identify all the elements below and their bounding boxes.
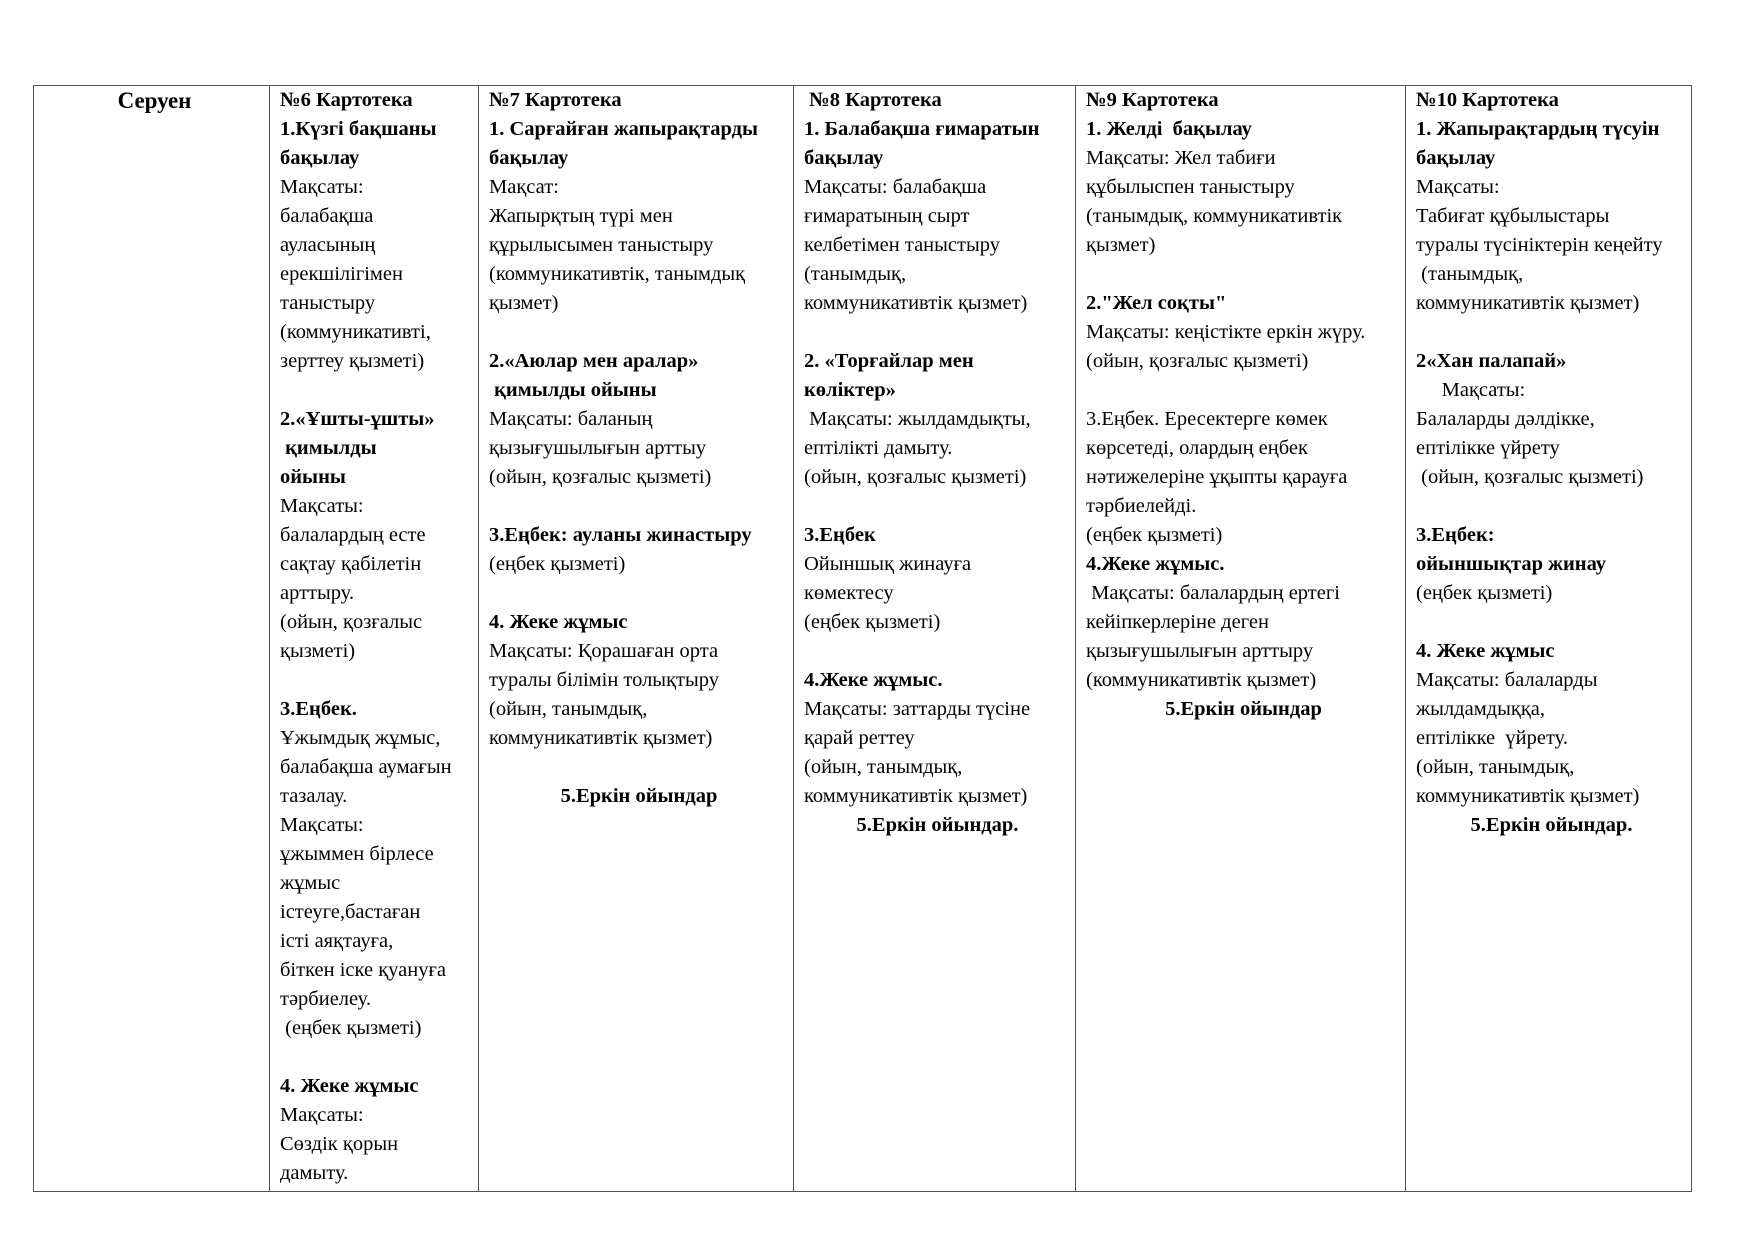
text-line: коммуникативтік қызмет) xyxy=(804,785,1028,807)
section-heading: 2«Хан палапай» xyxy=(1416,350,1567,372)
section-heading: бақылау xyxy=(280,147,360,169)
text-line: істеуге,бастаған xyxy=(280,901,421,923)
text-line: (еңбек қызметі) xyxy=(280,1017,422,1039)
text-line: коммуникативтік қызмет) xyxy=(1416,785,1640,807)
text-line: қызмет) xyxy=(1086,234,1156,256)
text-line: Ойыншық жинауға xyxy=(804,553,972,575)
section-heading: №10 Картотека xyxy=(1416,89,1559,111)
section-heading: №6 Картотека xyxy=(280,89,413,111)
table-row xyxy=(34,86,1692,1192)
text-line: (коммуникативтік, танымдық xyxy=(489,263,746,285)
blank-line xyxy=(489,492,789,521)
text-line: (еңбек қызметі) xyxy=(1086,524,1223,546)
text-line: келбетімен таныстыру xyxy=(804,234,1000,256)
row-label-cell xyxy=(34,86,270,1192)
text-line: (ойын, танымдық, xyxy=(489,698,648,720)
text-line: (танымдық, xyxy=(1416,263,1524,285)
text-line: (коммуникативтік қызмет) xyxy=(1086,669,1317,691)
section-heading: 1. Желді бақылау xyxy=(1086,118,1252,140)
text-line: ғимаратының сырт xyxy=(804,205,970,227)
text-line: 3.Еңбек. Ересектерге көмек xyxy=(1086,408,1328,430)
section-heading: қимылды ойыны xyxy=(489,379,657,401)
blank-line xyxy=(1086,376,1401,405)
text-line: көрсетеді, олардың еңбек xyxy=(1086,437,1308,459)
text-line: Табиғат құбылыстары xyxy=(1416,205,1610,227)
text-line: қызығушылығын арттыру xyxy=(1086,640,1314,662)
text-line: (ойын, танымдық, xyxy=(1416,756,1575,778)
text-line: зерттеу қызметі) xyxy=(280,350,425,372)
blank-line xyxy=(280,1043,474,1072)
text-line: ұжыммен бірлесе xyxy=(280,843,434,865)
section-heading: 3.Еңбек: ауланы жинастыру xyxy=(489,524,752,546)
text-line: Мақсаты: балаларды xyxy=(1416,669,1598,691)
text-line: (танымдық, xyxy=(804,263,907,285)
blank-line xyxy=(489,753,789,782)
text-line: (ойын, қозғалыс қызметі) xyxy=(1086,350,1309,372)
text-line: (ойын, қозғалыс xyxy=(280,611,423,633)
text-line: балабақша xyxy=(280,205,374,227)
text-line: (коммуникативті, xyxy=(280,321,431,343)
section-heading: 2.«Ұшты-ұшты» xyxy=(280,408,435,430)
text-line: балалардың есте xyxy=(280,524,426,546)
text-line: Мақсаты: кеңістікте еркін жүру. xyxy=(1086,321,1366,343)
section-heading: 2.«Аюлар мен аралар» xyxy=(489,350,699,372)
text-line: Мақсаты: балабақша xyxy=(804,176,987,198)
text-line: (еңбек қызметі) xyxy=(489,553,626,575)
text-line: нәтижелеріне ұқыпты қарауға xyxy=(1086,466,1348,488)
text-line: Мақсаты: xyxy=(1416,176,1500,198)
text-line: Мақсаты: xyxy=(280,1104,364,1126)
text-line: тәрбиелеу. xyxy=(280,988,371,1010)
section-heading: №9 Картотека xyxy=(1086,89,1219,111)
blank-line xyxy=(1416,492,1687,521)
section-heading: қимылды xyxy=(280,437,377,459)
blank-line xyxy=(489,318,789,347)
card-10-cell xyxy=(1406,86,1692,1192)
section-heading: 4. Жеке жұмыс xyxy=(280,1075,419,1097)
text-line: жылдамдыққа, xyxy=(1416,698,1546,720)
text-line: Балаларды дәлдікке, xyxy=(1416,408,1595,430)
text-line: балабақша аумағын xyxy=(280,756,452,778)
text-line: (ойын, қозғалыс қызметі) xyxy=(489,466,712,488)
section-heading: 1.Күзгі бақшаны xyxy=(280,118,437,140)
section-heading: 5.Еркін ойындар. xyxy=(1470,814,1633,836)
text-line: Сөздік қорын xyxy=(280,1133,399,1155)
text-line: Жапырқтың түрі мен xyxy=(489,205,673,227)
text-line: тазалау. xyxy=(280,785,348,807)
text-line: Мақсаты: xyxy=(280,495,364,517)
text-line: (еңбек қызметі) xyxy=(1416,582,1553,604)
section-heading: 2. «Торғайлар мен xyxy=(804,350,974,372)
text-line: (танымдық, коммуникативтік xyxy=(1086,205,1343,227)
text-line: ерекшілігімен xyxy=(280,263,403,285)
text-line: ептілікке үйрету xyxy=(1416,437,1560,459)
text-line: (ойын, қозғалыс қызметі) xyxy=(1416,466,1644,488)
text-line: арттыру. xyxy=(280,582,355,604)
text-line: туралы білімін толықтыру xyxy=(489,669,720,691)
blank-line xyxy=(1416,608,1687,637)
text-line: ептілікті дамыту. xyxy=(804,437,953,459)
section-heading: 3.Еңбек xyxy=(804,524,876,546)
card-7-cell xyxy=(479,86,794,1192)
section-heading: №7 Картотека xyxy=(489,89,622,111)
text-line: Мақсат: xyxy=(489,176,559,198)
blank-line xyxy=(280,666,474,695)
text-line: Мақсаты: балалардың ертегі xyxy=(1086,582,1340,604)
text-line: қызығушылығын арттыу xyxy=(489,437,707,459)
text-line: Мақсаты: баланың xyxy=(489,408,653,430)
section-heading: 4. Жеке жұмыс xyxy=(1416,640,1555,662)
text-line: қарай реттеу xyxy=(804,727,915,749)
section-heading: ойыншықтар жинау xyxy=(1416,553,1607,575)
text-line: (еңбек қызметі) xyxy=(804,611,941,633)
section-heading: бақылау xyxy=(804,147,884,169)
text-line: біткен іске қуануға xyxy=(280,959,446,981)
plan-table xyxy=(33,85,1692,1192)
text-line: Мақсаты: xyxy=(280,176,364,198)
text-line: Мақсаты: xyxy=(280,814,364,836)
text-line: кейіпкерлеріне деген xyxy=(1086,611,1269,633)
text-line: таныстыру xyxy=(280,292,376,314)
text-line: туралы түсініктерін кеңейту xyxy=(1416,234,1663,256)
text-line: коммуникативтік қызмет) xyxy=(489,727,713,749)
text-line: сақтау қабілетін xyxy=(280,553,422,575)
text-line: құрылысымен таныстыру xyxy=(489,234,714,256)
blank-line xyxy=(804,637,1071,666)
text-line: көмектесу xyxy=(804,582,894,604)
section-heading: 2."Жел соқты" xyxy=(1086,292,1227,314)
text-line: істі аяқтауға, xyxy=(280,930,394,952)
section-heading: 1. Сарғайған жапырақтарды xyxy=(489,118,759,140)
section-heading: 3.Еңбек: xyxy=(1416,524,1495,546)
blank-line xyxy=(804,318,1071,347)
text-line: Мақсаты: жылдамдықты, xyxy=(804,408,1031,430)
section-heading: 4.Жеке жұмыс. xyxy=(1086,553,1225,575)
section-heading: 5.Еркін ойындар xyxy=(1165,698,1322,720)
blank-line xyxy=(1416,318,1687,347)
text-line: қызметі) xyxy=(280,640,356,662)
blank-line xyxy=(1086,260,1401,289)
card-8-cell xyxy=(794,86,1076,1192)
text-line: коммуникативтік қызмет) xyxy=(1416,292,1640,314)
text-line: Мақсаты: заттарды түсіне xyxy=(804,698,1031,720)
blank-line xyxy=(804,492,1071,521)
text-line: жұмыс xyxy=(280,872,341,894)
card-9-cell xyxy=(1076,86,1406,1192)
section-heading: 3.Еңбек. xyxy=(280,698,357,720)
row-label: Серуен xyxy=(117,88,192,113)
text-line: Мақсаты: Қорашаған орта xyxy=(489,640,719,662)
section-heading: ойыны xyxy=(280,466,346,488)
section-heading: бақылау xyxy=(489,147,569,169)
text-line: дамыту. xyxy=(280,1162,349,1184)
text-line: ептілікке үйрету. xyxy=(1416,727,1568,749)
blank-line xyxy=(489,579,789,608)
text-line: ауласының xyxy=(280,234,376,256)
section-heading: 5.Еркін ойындар. xyxy=(856,814,1019,836)
text-line: Мақсаты: Жел табиғи xyxy=(1086,147,1276,169)
card-6-cell xyxy=(270,86,479,1192)
section-heading: 1. Жапырақтардың түсуін xyxy=(1416,118,1660,140)
blank-line xyxy=(280,376,474,405)
section-heading: бақылау xyxy=(1416,147,1496,169)
text-line: тәрбиелейді. xyxy=(1086,495,1197,517)
text-line: Ұжымдық жұмыс, xyxy=(280,727,441,749)
text-line: құбылыспен таныстыру xyxy=(1086,176,1295,198)
section-heading: 5.Еркін ойындар xyxy=(560,785,718,807)
text-line: коммуникативтік қызмет) xyxy=(804,292,1028,314)
text-line: қызмет) xyxy=(489,292,559,314)
section-heading: 1. Балабақша ғимаратын xyxy=(804,118,1040,140)
text-line: (ойын, қозғалыс қызметі) xyxy=(804,466,1027,488)
section-heading: 4.Жеке жұмыс. xyxy=(804,669,943,691)
section-heading: №8 Картотека xyxy=(804,89,942,111)
section-heading: көліктер» xyxy=(804,379,896,401)
text-line: Мақсаты: xyxy=(1416,379,1526,401)
section-heading: 4. Жеке жұмыс xyxy=(489,611,628,633)
text-line: (ойын, танымдық, xyxy=(804,756,963,778)
